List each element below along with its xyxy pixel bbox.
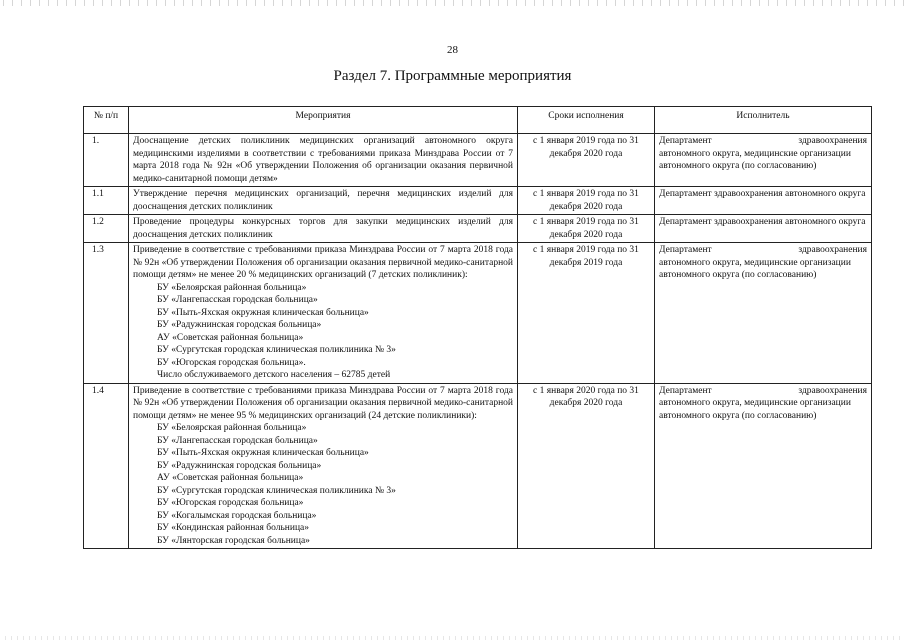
row-number: 1.4 — [84, 383, 129, 549]
children-count: Число обслуживаемого детского населения – 62785 детей — [157, 370, 391, 380]
row-measure: Проведение процедуры конкурсных торгов для закупки медицинских изделий для дооснащения детских поликлиник — [129, 215, 518, 243]
executor-rest: автономного округа, медицинские организации автономного округа (по согласованию) — [659, 148, 851, 171]
table-header-row — [84, 107, 872, 134]
executor-rest: автономного округа, медицинские организации автономного округа (по согласованию) — [659, 257, 851, 280]
list-item: БУ «Сургутская городская клиническая поликлиника № 3» — [157, 345, 396, 355]
row-number: 1. — [84, 134, 129, 187]
row-measure — [129, 243, 518, 384]
list-item: БУ «Лянторская городская больница» — [157, 535, 310, 546]
row-executor: Департамент здравоохранения автономного округа — [655, 187, 872, 215]
list-item: БУ «Пыть-Яхская окружная клиническая больница» — [157, 307, 369, 318]
header-num: № п/п — [84, 107, 129, 134]
list-item: БУ «Лангепасская городская больница» — [157, 435, 318, 446]
program-measures-table — [83, 106, 872, 549]
scan-edge-bottom — [0, 636, 905, 640]
row-deadline: с 1 января 2019 года по 31 декабря 2020 года — [518, 187, 655, 215]
executor-dept: Департамент — [659, 245, 712, 255]
table-row — [84, 243, 872, 384]
list-item: БУ «Сургутская городская клиническая поликлиника № 3» — [157, 485, 396, 496]
page-title: Раздел 7. Программные мероприятия — [333, 68, 572, 84]
table-row — [84, 383, 872, 549]
row-deadline: с 1 января 2019 года по 31 декабря 2019 года — [518, 243, 655, 384]
list-item: БУ «Лангепасская городская больница» — [157, 295, 318, 305]
row-number: 1.1 — [84, 187, 129, 215]
row-number: 1.2 — [84, 215, 129, 243]
executor-dept: Департамент — [659, 136, 712, 146]
header-measures: Мероприятия — [129, 107, 518, 134]
row-deadline: с 1 января 2020 года по 31 декабря 2020 года — [518, 383, 655, 549]
row-executor — [655, 243, 872, 384]
header-deadlines: Сроки исполнения — [518, 107, 655, 134]
executor-dept-2: здравоохранения — [798, 245, 867, 255]
executor-rest: автономного округа, медицинские организации автономного округа (по согласованию) — [659, 398, 851, 421]
row-deadline: с 1 января 2019 года по 31 декабря 2020 года — [518, 215, 655, 243]
list-item: БУ «Белоярская районная больница» — [157, 423, 307, 433]
row-executor: Департамент здравоохранения автономного округа — [655, 215, 872, 243]
list-item: АУ «Советская районная больница» — [157, 332, 304, 343]
measure-intro: Приведение в соответствие с требованиями приказа Минздрава России от 7 марта 2018 года № 92н «Об утверждении Положения об организации оказания первичной медико-санитарной помощи детям» не менее 20 % медицинских организаций (7 детских поликлиник): — [133, 245, 513, 280]
table-row — [84, 134, 872, 187]
page-number: 28 — [447, 44, 458, 56]
scan-edge-top — [0, 0, 905, 6]
header-executor: Исполнитель — [655, 107, 872, 134]
row-measure: Утверждение перечня медицинских организаций, перечня медицинских изделий для дооснащения детских поликлиник — [129, 187, 518, 215]
row-measure — [129, 383, 518, 549]
list-item: АУ «Советская районная больница» — [157, 473, 304, 483]
row-deadline: с 1 января 2019 года по 31 декабря 2020 года — [518, 134, 655, 187]
table-row — [84, 215, 872, 243]
table-row — [84, 187, 872, 215]
executor-dept: Департамент — [659, 385, 712, 396]
executor-dept-2: здравоохранения — [798, 385, 867, 396]
list-item: БУ «Пыть-Яхская окружная клиническая больница» — [157, 448, 369, 458]
list-item: БУ «Югорская городская больница». — [157, 357, 306, 368]
row-executor — [655, 383, 872, 549]
list-item: БУ «Радужнинская городская больница» — [157, 320, 322, 330]
list-item: БУ «Белоярская районная больница» — [157, 282, 307, 293]
list-item: БУ «Кондинская районная больница» — [157, 523, 309, 533]
measure-intro: Приведение в соответствие с требованиями приказа Минздрава России от 7 марта 2018 года № 92н «Об утверждении Положения об организации оказания первичной медико-санитарной помощи детям» не менее 95 % медицинских организаций (24 детские поликлиники): — [133, 385, 513, 421]
row-executor — [655, 134, 872, 187]
list-item: БУ «Югорская городская больница» — [157, 498, 304, 508]
row-number: 1.3 — [84, 243, 129, 384]
list-item: БУ «Когалымская городская больница» — [157, 510, 317, 521]
list-item: БУ «Радужнинская городская больница» — [157, 460, 322, 471]
row-measure: Дооснащение детских поликлиник медицинских организаций автономного округа медицинскими изделиями в соответствии с требованиями приказа Минздрава России от 7 марта 2018 года № 92н «Об утверждении Положения об организации оказания первичной медико-санитарной помощи детям» — [129, 134, 518, 187]
executor-dept-2: здравоохранения — [798, 136, 867, 146]
